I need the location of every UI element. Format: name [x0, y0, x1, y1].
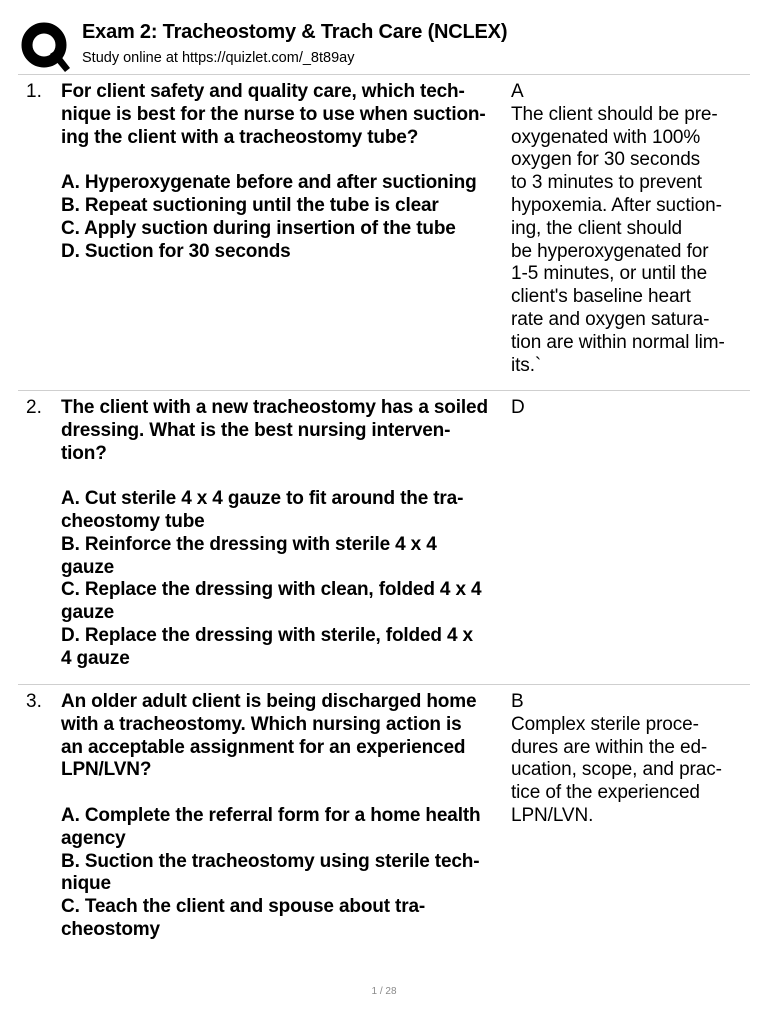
option: B. Suction the tracheostomy using sterile tech- — [61, 850, 480, 872]
option: D. Replace the dressing with sterile, folded 4 x — [61, 624, 473, 646]
option: gauze — [61, 602, 115, 624]
option: nique — [61, 873, 111, 895]
page-indicator: 1 / 28 — [371, 986, 397, 997]
option: cheostomy — [61, 918, 160, 940]
option: D. Suction for 30 seconds — [61, 240, 291, 262]
answer-text: A The client should be pre- oxygenated with 100% oxygen for 30 seconds to 3 minutes to prevent hypoxemia. After suction- ing, the client should be hyperoxygenated for 1-5 minutes, or until the client's baseline heart rate and oxygen satura- tion are within normal lim- its.` — [511, 81, 746, 377]
divider — [18, 74, 750, 75]
answer-letter: A — [511, 81, 524, 102]
answer-letter: B — [511, 691, 524, 712]
quizlet-q-logo-icon — [20, 20, 70, 74]
option: A. Hyperoxygenate before and after suctioning — [61, 172, 477, 194]
option: 4 gauze — [61, 647, 130, 669]
option: C. Teach the client and spouse about tra- — [61, 896, 426, 918]
page-title: Exam 2: Tracheostomy & Trach Care (NCLEX) — [82, 21, 508, 43]
page-header — [0, 0, 768, 74]
option: A. Complete the referral form for a home health — [61, 804, 481, 826]
answer-letter: D — [511, 397, 525, 418]
answer-text: B Complex sterile proce- dures are within the ed- ucation, scope, and prac- tice of the experienced LPN/LVN. — [511, 691, 746, 828]
option: cheostomy tube — [61, 510, 205, 532]
question-text: An older adult client is being discharged home with a tracheostomy. Which nursing action is an acceptable assignment for an experienced LPN/LVN? A. Complete the referral form for a home health agency B. Suction the tracheostomy using sterile tech- nique C. Teach the client and spouse about tra- cheostomy — [61, 691, 511, 942]
option: B. Reinforce the dressing with sterile 4 x 4 — [61, 533, 437, 555]
card-number: 3. — [26, 691, 42, 712]
question-text: The client with a new tracheostomy has a soiled dressing. What is the best nursing interven- tion? A. Cut sterile 4 x 4 gauze to fit around the tra- cheostomy tube B. Reinforce the dressing with sterile 4 x 4 gauze C. Replace the dressing with clean, folded 4 x 4 gauze D. Replace the dressing with sterile, folded 4 x 4 gauze — [61, 397, 511, 671]
divider — [18, 684, 750, 685]
card-number: 2. — [26, 397, 42, 418]
option: gauze — [61, 556, 115, 578]
card-number: 1. — [26, 81, 42, 102]
option: C. Replace the dressing with clean, folded 4 x 4 — [61, 579, 482, 601]
option: B. Repeat suctioning until the tube is clear — [61, 194, 439, 216]
study-online-link[interactable]: Study online at https://quizlet.com/_8t89ay — [82, 50, 355, 66]
option: A. Cut sterile 4 x 4 gauze to fit around the tra- — [61, 488, 464, 510]
option: C. Apply suction during insertion of the tube — [61, 217, 456, 239]
divider — [18, 390, 750, 391]
option: agency — [61, 827, 126, 849]
answer-text — [511, 397, 746, 420]
question-text: For client safety and quality care, which tech- nique is best for the nurse to use when suction- ing the client with a tracheostomy tube? A. Hyperoxygenate before and after suctioning B. Repeat suctioning until the tube is clear C. Apply suction during insertion of the tube D. Suction for 30 seconds — [61, 81, 511, 263]
